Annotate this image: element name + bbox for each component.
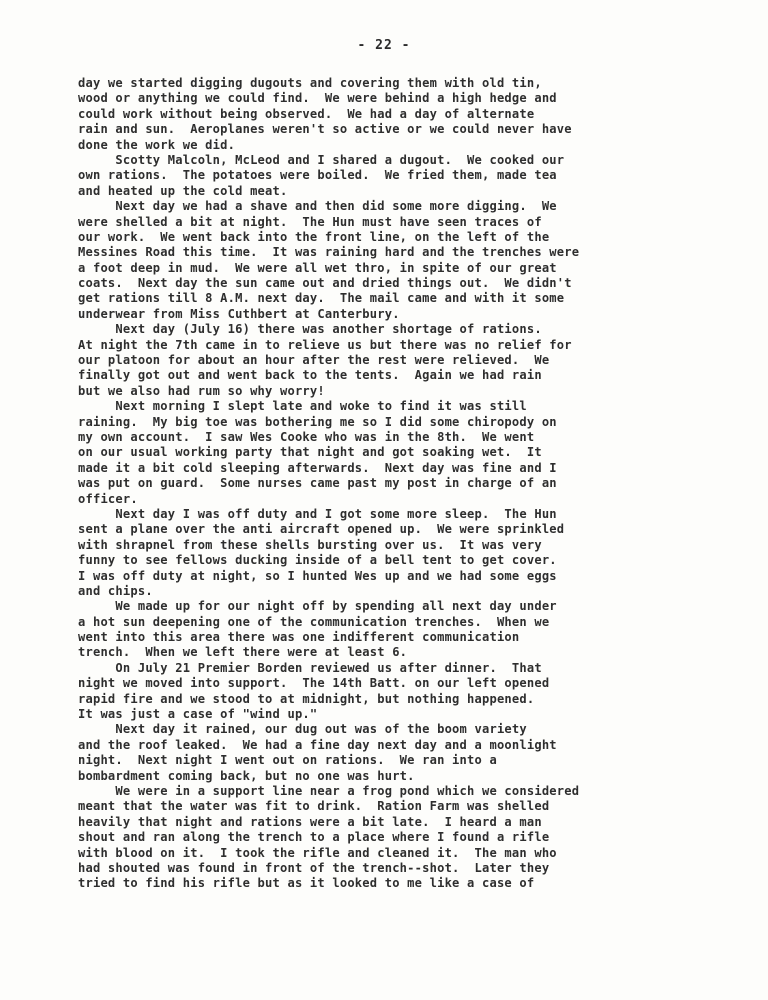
text-line: a foot deep in mud. We were all wet thro, in spite of our great — [78, 260, 557, 275]
text-line: get rations till 8 A.M. next day. The mail came and with it some — [78, 291, 565, 306]
text-line: and the roof leaked. We had a fine day next day and a moonlight — [78, 737, 557, 752]
text-line: was put on guard. Some nurses came past my post in charge of an — [78, 476, 557, 491]
text-line: tried to find his rifle but as it looked to me like a case of — [78, 876, 535, 891]
text-line: night. Next night I went out on rations. We ran into a — [78, 753, 497, 768]
text-line: rapid fire and we stood to at midnight, but nothing happened. — [78, 691, 535, 706]
text-line: and chips. — [78, 583, 153, 598]
text-line: wood or anything we could find. We were behind a high hedge and — [78, 91, 557, 106]
text-line: own rations. The potatoes were boiled. We fried them, made tea — [78, 168, 557, 183]
text-line: underwear from Miss Cuthbert at Canterbury. — [78, 306, 400, 321]
text-line: and heated up the cold meat. — [78, 183, 288, 198]
text-line: were shelled a bit at night. The Hun must have seen traces of — [78, 214, 542, 229]
text-line: day we started digging dugouts and covering them with old tin, — [78, 76, 542, 90]
text-line: but we also had rum so why worry! — [78, 383, 325, 398]
text-line: Next day (July 16) there was another shortage of rations. — [78, 322, 542, 337]
text-line: made it a bit cold sleeping afterwards. Next day was fine and I — [78, 460, 557, 475]
text-line: on our usual working party that night and got soaking wet. It — [78, 445, 542, 460]
text-line: done the work we did. — [78, 137, 236, 152]
text-line: I was off duty at night, so I hunted Wes up and we had some eggs — [78, 568, 557, 583]
text-line: coats. Next day the sun came out and dried things out. We didn't — [78, 276, 572, 291]
text-line: a hot sun deepening one of the communication trenches. When we — [78, 614, 550, 629]
text-line: On July 21 Premier Borden reviewed us after dinner. That — [78, 660, 542, 675]
text-line: bombardment coming back, but no one was hurt. — [78, 768, 415, 783]
text-line: could work without being observed. We had a day of alternate — [78, 106, 535, 121]
text-line: heavily that night and rations were a bit late. I heard a man — [78, 814, 542, 829]
text-line: with shrapnel from these shells bursting over us. It was very — [78, 537, 542, 552]
text-line: shout and ran along the trench to a place where I found a rifle — [78, 830, 550, 845]
text-line: officer. — [78, 491, 138, 506]
text-line: had shouted was found in front of the trench--shot. Later they — [78, 860, 550, 875]
text-line: night we moved into support. The 14th Batt. on our left opened — [78, 676, 550, 691]
text-line: rain and sun. Aeroplanes weren't so active or we could never have — [78, 122, 572, 137]
text-line: It was just a case of "wind up." — [78, 707, 318, 722]
text-line: We made up for our night off by spending all next day under — [78, 599, 557, 614]
text-line: our work. We went back into the front line, on the left of the — [78, 229, 550, 244]
text-line: my own account. I saw Wes Cooke who was in the 8th. We went — [78, 429, 535, 444]
text-line: sent a plane over the anti aircraft opened up. We were sprinkled — [78, 522, 565, 537]
text-line: Messines Road this time. It was raining hard and the trenches were — [78, 245, 580, 260]
text-line: went into this area there was one indifferent communication — [78, 630, 520, 645]
text-line: At night the 7th came in to relieve us but there was no relief for — [78, 337, 572, 352]
text-line: funny to see fellows ducking inside of a bell tent to get cover. — [78, 553, 557, 568]
text-line: our platoon for about an hour after the rest were relieved. We — [78, 353, 550, 368]
text-line: with blood on it. I took the rifle and cleaned it. The man who — [78, 845, 557, 860]
text-line: Next morning I slept late and woke to find it was still — [78, 399, 527, 414]
text-line: Next day it rained, our dug out was of the boom variety — [78, 722, 527, 737]
text-line: Next day I was off duty and I got some more sleep. The Hun — [78, 506, 557, 521]
text-line: Next day we had a shave and then did some more digging. We — [78, 199, 557, 214]
body-text — [78, 76, 708, 892]
text-line: We were in a support line near a frog pond which we considered — [78, 783, 580, 798]
text-line: trench. When we left there were at least 6. — [78, 645, 408, 660]
text-line: raining. My big toe was bothering me so I did some chiropody on — [78, 414, 557, 429]
text-line: meant that the water was fit to drink. Ration Farm was shelled — [78, 799, 550, 814]
text-line: finally got out and went back to the tents. Again we had rain — [78, 368, 542, 383]
page-number: - 22 - — [357, 38, 411, 53]
text-line: Scotty Malcoln, McLeod and I shared a dugout. We cooked our — [78, 152, 565, 167]
